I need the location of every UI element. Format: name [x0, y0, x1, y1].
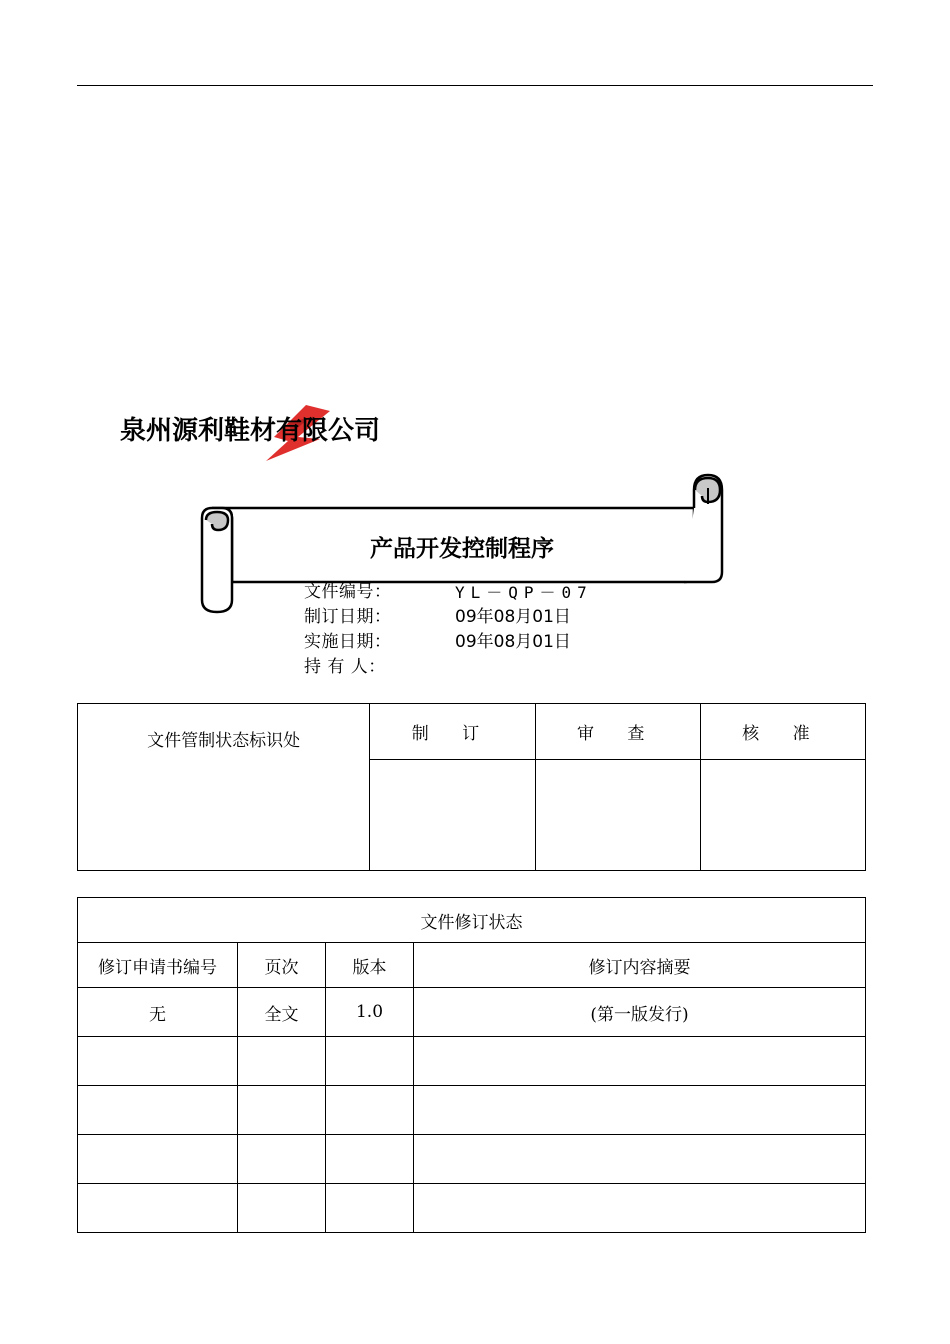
signature-cell-approve: [700, 760, 865, 871]
table-cell: 无: [78, 988, 238, 1037]
company-name: 泉州源利鞋材有限公司: [120, 416, 381, 446]
meta-label: 制订日期：: [304, 607, 392, 627]
control-status-label: 文件管制状态标识处: [78, 704, 370, 871]
header-rule: [77, 85, 873, 86]
table-row: [78, 1086, 866, 1135]
table-row: [78, 988, 866, 1037]
table-cell: [238, 1135, 326, 1184]
header-review: 审 查: [535, 704, 700, 760]
table-cell: [326, 1086, 414, 1135]
table-cell: [414, 1037, 866, 1086]
table-cell: 全文: [238, 988, 326, 1037]
document-title: 产品开发控制程序: [370, 536, 554, 562]
column-header: 版本: [326, 943, 414, 988]
table-cell: [78, 1135, 238, 1184]
revision-status-table: [77, 897, 866, 1233]
signature-cell-draft: [370, 760, 535, 871]
table-cell: [78, 1086, 238, 1135]
column-header: 页次: [238, 943, 326, 988]
table-cell: 1.0: [326, 988, 414, 1037]
column-header: 修订内容摘要: [414, 943, 866, 988]
meta-label: 持 有 人：: [304, 657, 386, 677]
table-cell: [414, 1135, 866, 1184]
table-cell: [326, 1184, 414, 1233]
table-cell: [238, 1086, 326, 1135]
table-row: [78, 1184, 866, 1233]
meta-value: 09年08月01日: [455, 632, 571, 652]
table-cell: [326, 1135, 414, 1184]
table-cell: [414, 1086, 866, 1135]
table-row: [78, 1135, 866, 1184]
table-cell: [78, 1037, 238, 1086]
table-cell: (第一版发行): [414, 988, 866, 1037]
table-row: [78, 1037, 866, 1086]
header-approve: 核 准: [700, 704, 865, 760]
signature-cell-review: [535, 760, 700, 871]
table-cell: [414, 1184, 866, 1233]
table-cell: [78, 1184, 238, 1233]
control-status-table: [77, 703, 866, 871]
meta-value: YL－QP－07: [455, 583, 593, 602]
table-cell: [326, 1037, 414, 1086]
meta-label: 实施日期：: [304, 632, 392, 652]
table-cell: [238, 1184, 326, 1233]
column-header: 修订申请书编号: [78, 943, 238, 988]
table-cell: [238, 1037, 326, 1086]
revision-table-title: 文件修订状态: [78, 898, 866, 943]
header-draft: 制 订: [370, 704, 535, 760]
meta-value: 09年08月01日: [455, 607, 571, 627]
meta-label: 文件编号：: [304, 582, 392, 602]
